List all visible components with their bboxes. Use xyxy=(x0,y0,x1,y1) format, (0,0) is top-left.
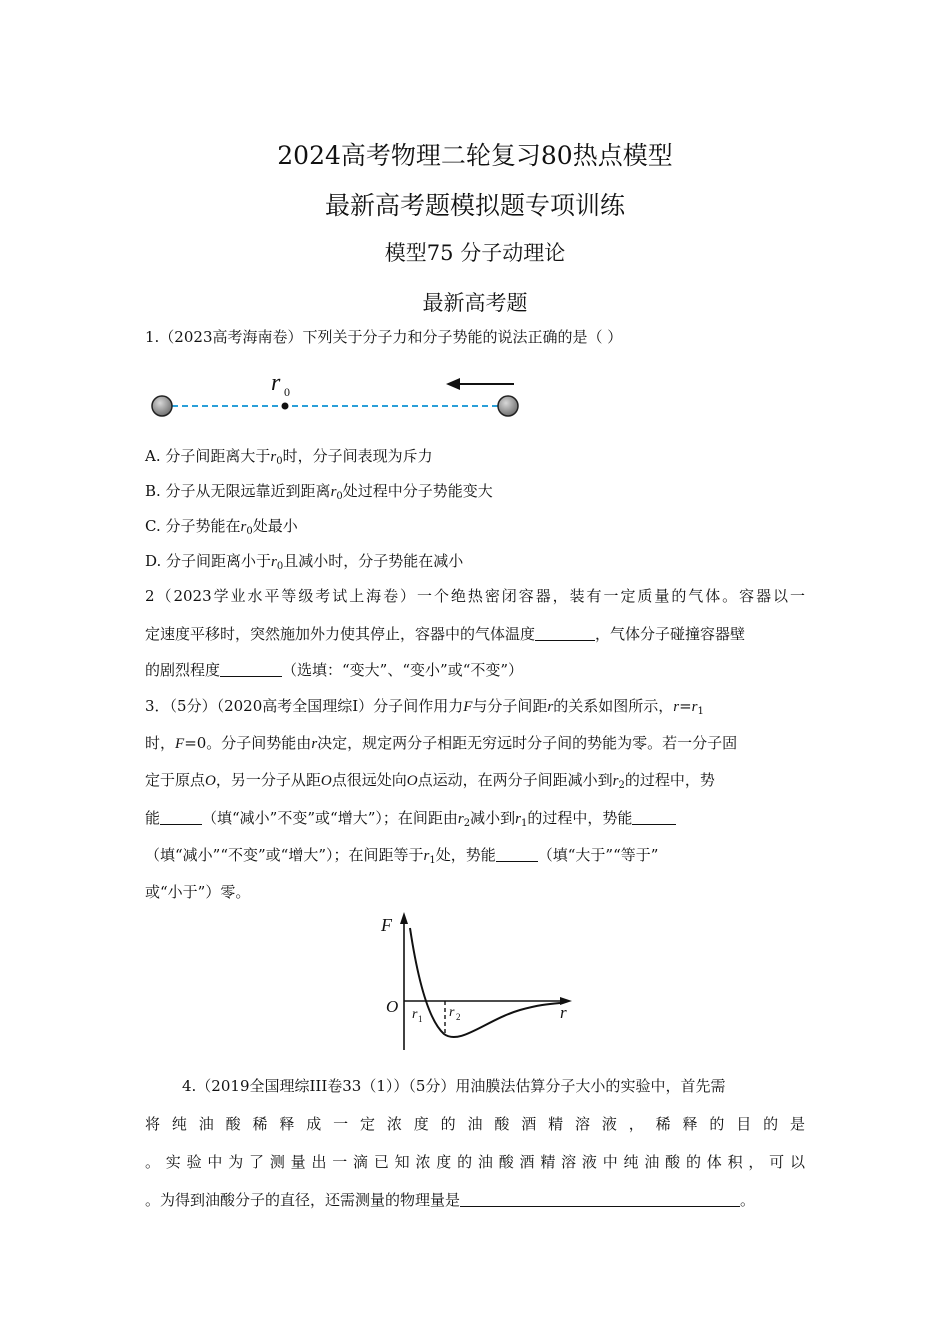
q3-line-2: 时，F=0。分子间势能由r决定，规定两分子相距无穷远时分子间的势能为零。若一分子固 xyxy=(145,734,738,752)
q2-line-3: 的剧烈程度 （选填：“变大”、“变小”或“不变”） xyxy=(145,661,524,679)
q4-line-1: 4.（2019全国理综III卷33（1））（5分）用油膜法估算分子大小的实验中，首先需 xyxy=(182,1077,726,1095)
motion-arrow-head xyxy=(446,378,460,390)
force-curve xyxy=(410,928,560,1037)
section-heading: 最新高考题 xyxy=(422,291,528,315)
f-axis-arrow xyxy=(400,912,408,924)
q1-option-b: B. 分子从无限远靠近到距离$r_0$处过程中分子势能变大 xyxy=(145,482,493,502)
left-molecule xyxy=(152,396,172,416)
f-axis-label: F xyxy=(381,915,392,935)
r1-label: r xyxy=(412,1007,418,1022)
q3-force-distance-graph xyxy=(370,908,580,1058)
q4-blank-1 xyxy=(460,1192,740,1207)
q4-line-2: 将纯油酸稀释成一定浓度的油酸酒精溶液，稀释的目的是 xyxy=(145,1115,805,1133)
q3-blank-3 xyxy=(496,847,538,862)
q3-line-5: （填“减小”“不变”或“增大”）；在间距等于$r_1$处，势能 （填“大于”“等于” xyxy=(145,846,659,866)
document-subtitle: 最新高考题模拟题专项训练 xyxy=(324,191,625,220)
r1-label-subscript: 1 xyxy=(418,1014,423,1024)
q1-option-d: D. 分子间距离小于$r_0$且减小时，分子势能在减小 xyxy=(145,552,464,572)
r0-point xyxy=(282,403,289,410)
q3-line-6: 或“小于”）零。 xyxy=(145,883,251,901)
q3-line-3: 定于原点O，另一分子从距O点很远处向O点运动，在两分子间距减小到$r_2$的过程中，势 xyxy=(145,771,715,791)
document-title: 2024高考物理二轮复习80热点模型 xyxy=(277,141,673,170)
r-axis-label: r xyxy=(560,1003,567,1022)
q2-line-1: 2（2023学业水平等级考试上海卷）一个绝热密闭容器，装有一定质量的气体。容器以一 xyxy=(145,587,805,605)
q2-blank-2 xyxy=(220,662,282,677)
q4-line-4: 。为得到油酸分子的直径，还需测量的物理量是 。 xyxy=(145,1191,756,1209)
q1-option-c: C. 分子势能在$r_0$处最小 xyxy=(145,517,298,537)
q2-line-2: 定速度平移时，突然施加外力使其停止，容器中的气体温度 ，气体分子碰撞容器壁 xyxy=(145,625,746,643)
right-molecule xyxy=(498,396,518,416)
r2-label: r xyxy=(449,1005,455,1020)
r2-label-subscript: 2 xyxy=(456,1012,461,1022)
q1-option-a: A. 分子间距离大于$r_0$时，分子间表现为斥力 xyxy=(145,447,433,467)
q1-molecule-figure xyxy=(140,366,530,426)
origin-label: O xyxy=(386,997,399,1016)
q4-line-3: 。实验中为了测量出一滴已知浓度的油酸酒精溶液中纯油酸的体积，可以 xyxy=(145,1153,805,1171)
q2-blank-1 xyxy=(535,626,595,641)
q3-line-1: 3．（5分）（2020高考全国理综I）分子间作用力F与分子间距r的关系如图所示，$r=r_1$ xyxy=(145,697,704,717)
q3-blank-2 xyxy=(632,810,676,825)
r0-label-subscript: 0 xyxy=(284,385,290,399)
r0-label: r xyxy=(271,370,281,396)
model-title: 模型75 分子动理论 xyxy=(384,241,566,265)
q3-line-4: 能 （填“减小”不变”或“增大”）；在间距由$r_2$减小到$r_1$的过程中，势能 xyxy=(145,808,805,834)
q1-stem: 1.（2023高考海南卷）下列关于分子力和分子势能的说法正确的是（ ） xyxy=(145,328,623,346)
q3-blank-1 xyxy=(160,810,202,825)
